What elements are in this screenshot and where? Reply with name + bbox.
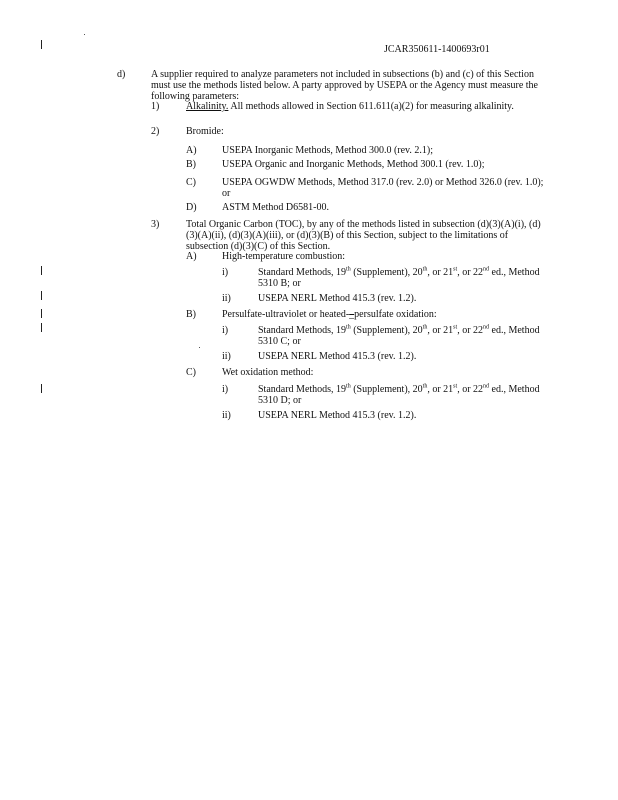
- item-text-2: Bromide:: [186, 126, 224, 137]
- scan-speck: [84, 34, 85, 35]
- sub-label-2D: D): [186, 202, 197, 213]
- sub-text-2D: ASTM Method D6581-00.: [222, 202, 329, 213]
- change-bar: [41, 323, 42, 332]
- sm-text-a: Standard Methods, 19: [258, 325, 347, 336]
- persulfate-post: persulfate oxidation:: [354, 309, 437, 320]
- roman-text-3A-i: [258, 267, 548, 289]
- sub-label-3C: C): [186, 367, 196, 378]
- sm-text-a: Standard Methods, 19: [258, 384, 347, 395]
- change-bar: [41, 384, 42, 393]
- item-text-3: Total Organic Carbon (TOC), by any of the methods listed in subsection (d)(3)(A)(i), (d)(3)(A)(ii), (d)(3)(A)(iii), or (d)(3)(B) of this Section, subject to the limitations of subsection (d)(3)(C) of this Section.: [186, 219, 541, 252]
- sub-label-3A: A): [186, 251, 197, 262]
- item-text-1: [186, 101, 546, 112]
- sup: nd: [483, 266, 490, 273]
- sub-text-3C: Wet oxidation method:: [222, 367, 314, 378]
- sup: th: [422, 383, 428, 390]
- sm-text-a: Standard Methods, 19: [258, 267, 347, 278]
- sub-text-3B: [222, 309, 437, 320]
- sm-text-b: (Supplement), 20: [350, 267, 423, 278]
- alkalinity-heading: Alkalinity.: [186, 101, 229, 112]
- sm-text-b: (Supplement), 20: [350, 384, 423, 395]
- document-header-id: JCAR350611-1400693r01: [384, 44, 490, 55]
- roman-label-3C-i: i): [222, 384, 229, 395]
- roman-text-3C-i: [258, 384, 548, 406]
- roman-text-3B-ii: USEPA NERL Method 415.3 (rev. 1.2).: [258, 351, 417, 362]
- sup: st: [453, 266, 458, 273]
- sup: th: [346, 266, 351, 273]
- roman-text-3C-ii: USEPA NERL Method 415.3 (rev. 1.2).: [258, 410, 417, 421]
- sup: th: [422, 266, 428, 273]
- item-text-d: A supplier required to analyze parameters not included in subsections (b) and (c) of this Section must use the methods listed below. A party approved by USEPA or the Agency must measure the following parameters:: [151, 69, 538, 102]
- change-bar: [41, 291, 42, 300]
- item-label-3: 3): [151, 219, 160, 230]
- change-bar: [41, 40, 42, 49]
- struck-text: _: [349, 309, 355, 320]
- roman-label-3B-ii: ii): [222, 351, 231, 362]
- sub-text-2A: USEPA Inorganic Methods, Method 300.0 (rev. 2.1);: [222, 145, 434, 156]
- sup: nd: [483, 383, 490, 390]
- sm-text-e: ed., Method 5310 D; or: [258, 384, 540, 406]
- roman-label-3A-ii: ii): [222, 293, 231, 304]
- sm-text-d: , or 22: [457, 267, 484, 278]
- sm-text-c: , or 21: [427, 325, 454, 336]
- persulfate-pre: Persulfate-ultraviolet or heated-: [222, 309, 350, 320]
- alkalinity-text: All methods allowed in Section 611.611(a)(2) for measuring alkalinity.: [230, 101, 514, 112]
- item-label-2: 2): [151, 126, 160, 137]
- sub-label-2C: C): [186, 177, 196, 188]
- sub-text-3A: High-temperature combustion:: [222, 251, 346, 262]
- change-bar: [41, 309, 42, 318]
- sup: th: [422, 324, 428, 331]
- sub-text-2C: USEPA OGWDW Methods, Method 317.0 (rev. 2.0) or Method 326.0 (rev. 1.0); or: [222, 177, 544, 199]
- sub-label-2B: B): [186, 159, 196, 170]
- roman-label-3C-ii: ii): [222, 410, 231, 421]
- scan-speck: [199, 347, 200, 348]
- sup: nd: [483, 324, 490, 331]
- sub-label-2A: A): [186, 145, 197, 156]
- sm-text-c: , or 21: [427, 267, 454, 278]
- item-label-d: d): [117, 69, 126, 80]
- roman-label-3B-i: i): [222, 325, 229, 336]
- sm-text-b: (Supplement), 20: [350, 325, 423, 336]
- sup: st: [453, 383, 458, 390]
- item-label-1: 1): [151, 101, 160, 112]
- change-bar: [41, 266, 42, 275]
- sm-text-c: , or 21: [427, 384, 454, 395]
- sm-text-d: , or 22: [457, 325, 484, 336]
- roman-text-3B-i: [258, 325, 548, 347]
- sup: st: [453, 324, 458, 331]
- sm-text-e: ed., Method 5310 C; or: [258, 325, 540, 347]
- sm-text-d: , or 22: [457, 384, 484, 395]
- roman-label-3A-i: i): [222, 267, 229, 278]
- sm-text-e: ed., Method 5310 B; or: [258, 267, 540, 289]
- sup: th: [346, 324, 351, 331]
- sub-text-2B: USEPA Organic and Inorganic Methods, Method 300.1 (rev. 1.0);: [222, 159, 485, 170]
- sup: th: [346, 383, 351, 390]
- roman-text-3A-ii: USEPA NERL Method 415.3 (rev. 1.2).: [258, 293, 417, 304]
- sub-label-3B: B): [186, 309, 196, 320]
